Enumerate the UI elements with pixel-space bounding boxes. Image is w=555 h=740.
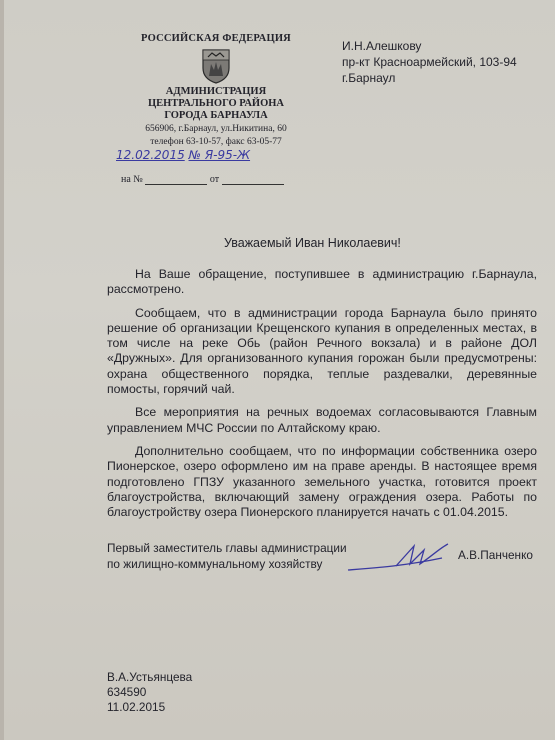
recipient-name: И.Н.Алешкову [342, 39, 422, 53]
recipient-block [342, 38, 517, 86]
paragraph: Все мероприятия на речных водоемах согласовываются Главным управлением МЧС России по Алтайскому краю. [107, 405, 537, 435]
recipient-city: г.Барнаул [342, 71, 396, 85]
ref-label: на № [121, 174, 143, 185]
recipient-street: пр-кт Красноармейский, 103-94 [342, 55, 517, 69]
signatory-name: А.В.Панченко [458, 548, 533, 562]
paragraph: Сообщаем, что в администрации города Барнаула было принято решение об организации Крещенского купания в определенных местах, в том числе на реке Обь (район Речного вокзала) и в районе ДОЛ «Дружных». Для организованного купания горожан были предусмотрены: охрана общественного порядка, теплые раздевалки, деревянные помосты, горячий чай. [107, 305, 537, 397]
signatory-title-line2: по жилищно-коммунальному хозяйству [107, 557, 323, 571]
signatory-title [107, 540, 347, 572]
ref-from-label: от [209, 174, 220, 185]
handwritten-signature [344, 540, 454, 581]
salutation: Уважаемый Иван Николаевич! [224, 236, 401, 250]
org-address: 656906, г.Барнаул, ул.Никитина, 60 [145, 124, 287, 135]
signatory-title-line1: Первый заместитель главы администрации [107, 541, 347, 555]
city-coat-of-arms-icon [201, 48, 231, 84]
org-phone: телефон 63-10-57, факс 63-05-77 [150, 137, 282, 148]
ref-date-blank [222, 184, 284, 185]
executor-date: 11.02.2015 [107, 700, 166, 714]
executor-phone: 634590 [107, 685, 147, 699]
reference-line [121, 174, 284, 185]
paragraph: Дополнительно сообщаем, что по информации собственника озеро Пионерское, озеро оформлено им на праве аренды. В настоящее время подготовлено ГПЗУ указанного земельного участка, готовится проект благоустройства, включающий замену ограждения озера. Работы по благоустройству озера Пионерского планируется начать с 01.04.2015. [107, 443, 537, 520]
registration-number: № Я-95-Ж [188, 148, 251, 162]
letter-page [4, 0, 555, 740]
paragraph: На Ваше обращение, поступившее в администрацию г.Барнаула, рассмотрено. [107, 267, 537, 297]
letter-body [107, 267, 537, 528]
letterhead [116, 33, 316, 148]
org-name-line2: ЦЕНТРАЛЬНОГО РАЙОНА [147, 98, 285, 110]
org-name-line1: АДМИНИСТРАЦИЯ [165, 86, 267, 98]
executor-block [107, 670, 192, 715]
ref-number-blank [145, 184, 207, 185]
org-name-line3: ГОРОДА БАРНАУЛА [164, 110, 268, 122]
federation-title: РОССИЙСКАЯ ФЕДЕРАЦИЯ [141, 33, 291, 44]
handwritten-registration [116, 148, 250, 162]
registration-date: 12.02.2015 [116, 148, 185, 162]
executor-name: В.А.Устьянцева [107, 670, 193, 684]
